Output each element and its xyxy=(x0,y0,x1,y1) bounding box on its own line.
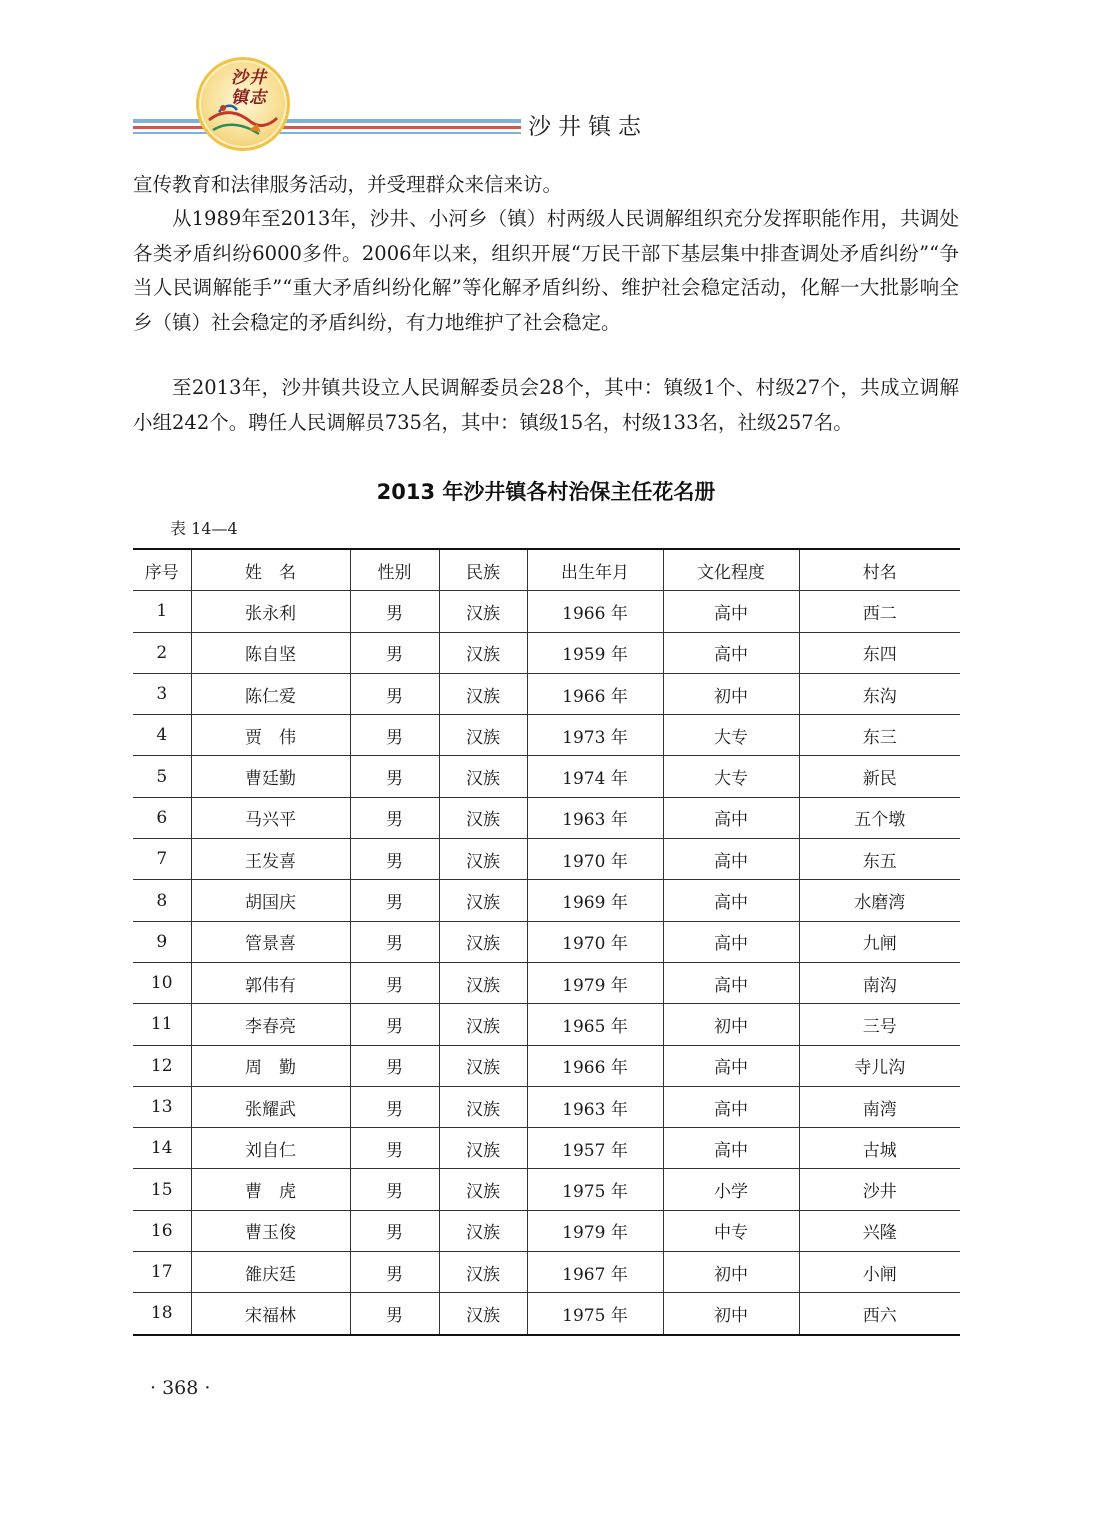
body-paragraph-1: 宣传教育和法律服务活动，并受理群众来信来访。 xyxy=(133,173,563,196)
cell-education: 高中 xyxy=(663,921,799,962)
cell-village: 九闸 xyxy=(799,921,960,962)
cell-name: 宋福林 xyxy=(191,1293,350,1335)
cell-name: 贾 伟 xyxy=(191,715,350,756)
cell-birth: 1963 年 xyxy=(527,797,663,838)
logo-text: 沙井镇志 xyxy=(231,68,267,108)
cell-birth: 1957 年 xyxy=(527,1128,663,1169)
cell-village: 西二 xyxy=(799,591,960,632)
cell-name: 陈自坚 xyxy=(191,632,350,673)
cell-index: 13 xyxy=(133,1086,191,1127)
cell-index: 2 xyxy=(133,632,191,673)
cell-ethnicity: 汉族 xyxy=(439,1045,527,1086)
cell-index: 4 xyxy=(133,715,191,756)
table-row xyxy=(133,1128,960,1169)
table-row xyxy=(133,1293,960,1335)
cell-sex: 男 xyxy=(350,1169,439,1210)
cell-name: 郭伟有 xyxy=(191,962,350,1003)
cell-sex: 男 xyxy=(350,632,439,673)
cell-index: 7 xyxy=(133,839,191,880)
book-logo-emblem xyxy=(196,57,290,151)
table-row xyxy=(133,921,960,962)
cell-education: 初中 xyxy=(663,1004,799,1045)
cell-village: 南沟 xyxy=(799,962,960,1003)
cell-index: 11 xyxy=(133,1004,191,1045)
cell-village: 古城 xyxy=(799,1128,960,1169)
cell-ethnicity: 汉族 xyxy=(439,962,527,1003)
cell-ethnicity: 汉族 xyxy=(439,797,527,838)
cell-ethnicity: 汉族 xyxy=(439,1169,527,1210)
cell-village: 西六 xyxy=(799,1293,960,1335)
cell-education: 高中 xyxy=(663,591,799,632)
cell-index: 15 xyxy=(133,1169,191,1210)
cell-village: 小闸 xyxy=(799,1252,960,1293)
cell-education: 大专 xyxy=(663,756,799,797)
cell-sex: 男 xyxy=(350,1045,439,1086)
cell-ethnicity: 汉族 xyxy=(439,1086,527,1127)
cell-name: 张耀武 xyxy=(191,1086,350,1127)
cell-education: 初中 xyxy=(663,673,799,714)
cell-name: 雒庆廷 xyxy=(191,1252,350,1293)
cell-village: 兴隆 xyxy=(799,1210,960,1251)
cell-birth: 1979 年 xyxy=(527,1210,663,1251)
cell-village: 新民 xyxy=(799,756,960,797)
cell-education: 高中 xyxy=(663,880,799,921)
cell-birth: 1973 年 xyxy=(527,715,663,756)
cell-ethnicity: 汉族 xyxy=(439,1004,527,1045)
cell-birth: 1966 年 xyxy=(527,591,663,632)
cell-ethnicity: 汉族 xyxy=(439,632,527,673)
cell-sex: 男 xyxy=(350,1004,439,1045)
cell-name: 胡国庆 xyxy=(191,880,350,921)
page-header xyxy=(0,0,1093,150)
cell-village: 东五 xyxy=(799,839,960,880)
cell-sex: 男 xyxy=(350,921,439,962)
cell-index: 5 xyxy=(133,756,191,797)
cell-education: 中专 xyxy=(663,1210,799,1251)
cell-education: 初中 xyxy=(663,1293,799,1335)
cell-name: 曹廷勤 xyxy=(191,756,350,797)
cell-name: 曹玉俊 xyxy=(191,1210,350,1251)
cell-index: 17 xyxy=(133,1252,191,1293)
cell-village: 水磨湾 xyxy=(799,880,960,921)
cell-name: 马兴平 xyxy=(191,797,350,838)
table-row xyxy=(133,797,960,838)
header-ethnicity: 民族 xyxy=(439,549,527,591)
table-title: 2013 年沙井镇各村治保主任花名册 xyxy=(376,480,716,504)
header-rule-red xyxy=(133,126,521,129)
table-row xyxy=(133,715,960,756)
cell-ethnicity: 汉族 xyxy=(439,880,527,921)
cell-sex: 男 xyxy=(350,797,439,838)
running-title: 沙井镇志 xyxy=(528,114,648,140)
cell-village: 南湾 xyxy=(799,1086,960,1127)
cell-index: 14 xyxy=(133,1128,191,1169)
header-index: 序号 xyxy=(133,549,191,591)
cell-index: 18 xyxy=(133,1293,191,1335)
body-paragraph-2: 从1989年至2013年，沙井、小河乡（镇）村两级人民调解组织充分发挥职能作用，共调处各类矛盾纠纷6000多件。2006年以来，组织开展“万民干部下基层集中排查调处矛盾纠纷”“争当人民调解能手”“重大矛盾纠纷化解”等化解矛盾纠纷、维护社会稳定活动，化解一大批影响全乡（镇）社会稳定的矛盾纠纷，有力地维护了社会稳定。 xyxy=(133,207,959,334)
cell-village: 寺儿沟 xyxy=(799,1045,960,1086)
header-rule-blue-thin xyxy=(133,132,521,134)
table-row xyxy=(133,1169,960,1210)
cell-village: 东沟 xyxy=(799,673,960,714)
cell-name: 刘自仁 xyxy=(191,1128,350,1169)
table-row xyxy=(133,880,960,921)
cell-name: 周 勤 xyxy=(191,1045,350,1086)
cell-birth: 1966 年 xyxy=(527,1045,663,1086)
cell-birth: 1970 年 xyxy=(527,839,663,880)
cell-sex: 男 xyxy=(350,715,439,756)
cell-education: 初中 xyxy=(663,1252,799,1293)
cell-village: 东四 xyxy=(799,632,960,673)
cell-ethnicity: 汉族 xyxy=(439,1293,527,1335)
cell-index: 9 xyxy=(133,921,191,962)
cell-index: 10 xyxy=(133,962,191,1003)
cell-sex: 男 xyxy=(350,1086,439,1127)
cell-sex: 男 xyxy=(350,1293,439,1335)
cell-sex: 男 xyxy=(350,880,439,921)
cell-birth: 1965 年 xyxy=(527,1004,663,1045)
table-row xyxy=(133,673,960,714)
table-code: 表 14—4 xyxy=(170,519,238,538)
cell-birth: 1967 年 xyxy=(527,1252,663,1293)
cell-name: 张永利 xyxy=(191,591,350,632)
cell-ethnicity: 汉族 xyxy=(439,839,527,880)
cell-education: 小学 xyxy=(663,1169,799,1210)
cell-index: 12 xyxy=(133,1045,191,1086)
cell-birth: 1975 年 xyxy=(527,1169,663,1210)
header-rule-blue xyxy=(133,119,521,123)
cell-birth: 1959 年 xyxy=(527,632,663,673)
cell-village: 五个墩 xyxy=(799,797,960,838)
cell-name: 陈仁爱 xyxy=(191,673,350,714)
cell-name: 王发喜 xyxy=(191,839,350,880)
cell-birth: 1970 年 xyxy=(527,921,663,962)
cell-ethnicity: 汉族 xyxy=(439,715,527,756)
table-row xyxy=(133,1086,960,1127)
security-director-roster-table xyxy=(133,548,960,1336)
cell-village: 沙井 xyxy=(799,1169,960,1210)
cell-sex: 男 xyxy=(350,1210,439,1251)
cell-birth: 1975 年 xyxy=(527,1293,663,1335)
cell-ethnicity: 汉族 xyxy=(439,756,527,797)
cell-birth: 1966 年 xyxy=(527,673,663,714)
table-row xyxy=(133,962,960,1003)
cell-education: 高中 xyxy=(663,1086,799,1127)
table-row xyxy=(133,1252,960,1293)
cell-sex: 男 xyxy=(350,1252,439,1293)
cell-village: 东三 xyxy=(799,715,960,756)
cell-sex: 男 xyxy=(350,756,439,797)
header-sex: 性别 xyxy=(350,549,439,591)
cell-education: 高中 xyxy=(663,1045,799,1086)
header-education: 文化程度 xyxy=(663,549,799,591)
cell-sex: 男 xyxy=(350,839,439,880)
table-row xyxy=(133,756,960,797)
cell-index: 16 xyxy=(133,1210,191,1251)
cell-education: 高中 xyxy=(663,839,799,880)
table-header-row xyxy=(133,549,960,591)
cell-ethnicity: 汉族 xyxy=(439,921,527,962)
table-row xyxy=(133,839,960,880)
table-row xyxy=(133,1004,960,1045)
table-row xyxy=(133,1210,960,1251)
cell-education: 大专 xyxy=(663,715,799,756)
cell-birth: 1979 年 xyxy=(527,962,663,1003)
table-row xyxy=(133,591,960,632)
cell-ethnicity: 汉族 xyxy=(439,673,527,714)
cell-index: 8 xyxy=(133,880,191,921)
cell-birth: 1963 年 xyxy=(527,1086,663,1127)
cell-index: 3 xyxy=(133,673,191,714)
cell-education: 高中 xyxy=(663,632,799,673)
cell-education: 高中 xyxy=(663,962,799,1003)
cell-index: 6 xyxy=(133,797,191,838)
header-village: 村名 xyxy=(799,549,960,591)
cell-name: 曹 虎 xyxy=(191,1169,350,1210)
cell-ethnicity: 汉族 xyxy=(439,1252,527,1293)
header-name: 姓 名 xyxy=(191,549,350,591)
body-paragraph-3: 至2013年，沙井镇共设立人民调解委员会28个，其中：镇级1个、村级27个，共成立调解小组242个。聘任人民调解员735名，其中：镇级15名，村级133名，社级257名。 xyxy=(133,376,959,434)
cell-village: 三号 xyxy=(799,1004,960,1045)
cell-education: 高中 xyxy=(663,1128,799,1169)
cell-sex: 男 xyxy=(350,1128,439,1169)
table-row xyxy=(133,1045,960,1086)
cell-name: 李春亮 xyxy=(191,1004,350,1045)
header-birth: 出生年月 xyxy=(527,549,663,591)
page-number: · 368 · xyxy=(150,1377,211,1399)
cell-index: 1 xyxy=(133,591,191,632)
cell-education: 高中 xyxy=(663,797,799,838)
cell-ethnicity: 汉族 xyxy=(439,1128,527,1169)
cell-ethnicity: 汉族 xyxy=(439,1210,527,1251)
cell-name: 管景喜 xyxy=(191,921,350,962)
cell-birth: 1974 年 xyxy=(527,756,663,797)
cell-sex: 男 xyxy=(350,673,439,714)
cell-birth: 1969 年 xyxy=(527,880,663,921)
table-row xyxy=(133,632,960,673)
cell-ethnicity: 汉族 xyxy=(439,591,527,632)
cell-sex: 男 xyxy=(350,591,439,632)
cell-sex: 男 xyxy=(350,962,439,1003)
